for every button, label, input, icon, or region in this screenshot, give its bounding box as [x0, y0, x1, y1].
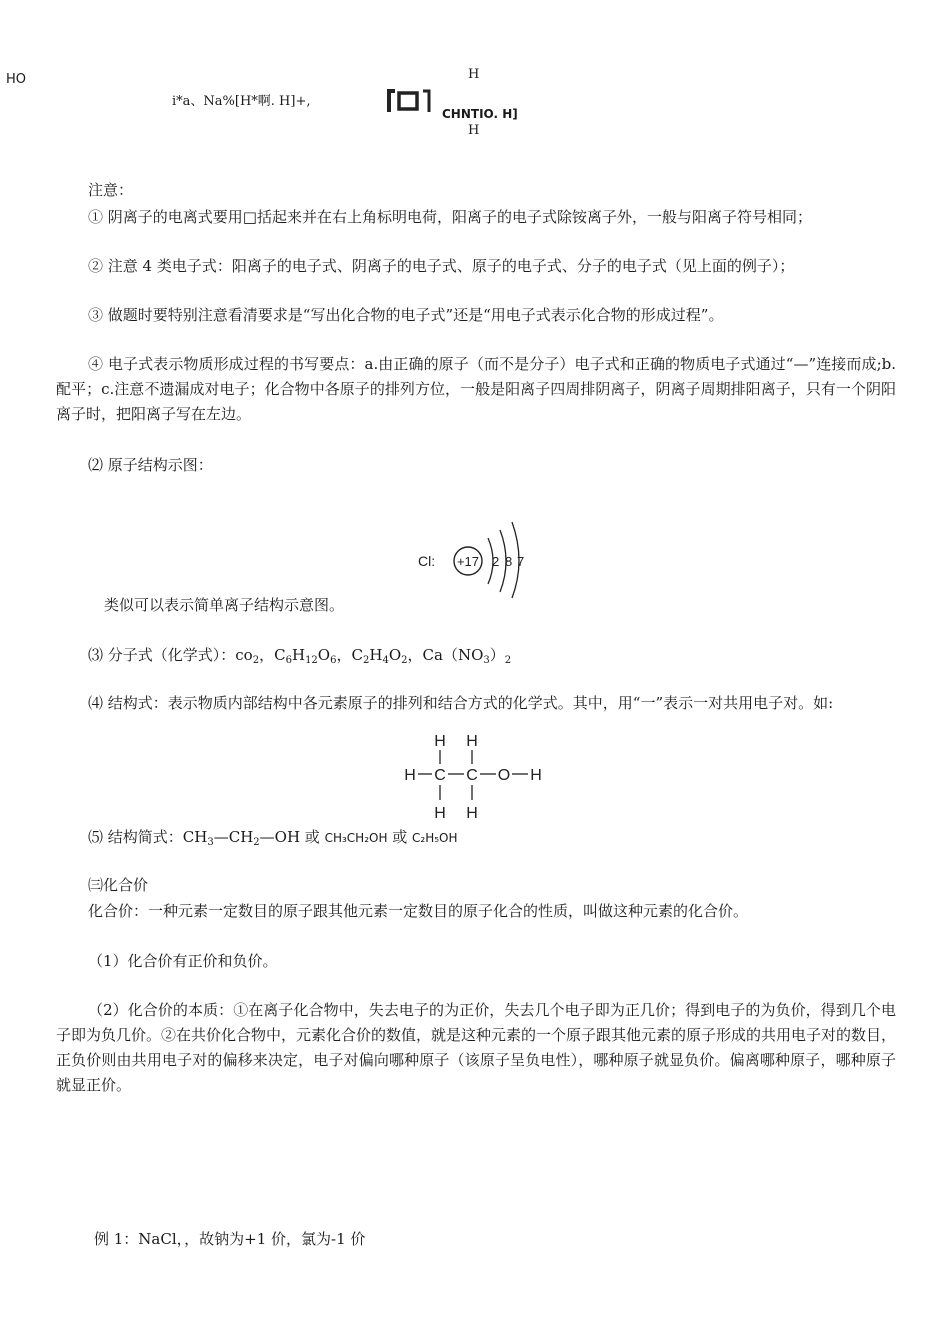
- el: O: [388, 646, 402, 664]
- sep: ，: [336, 646, 352, 664]
- notes-heading: 注意：: [88, 181, 134, 199]
- atom-c: C: [466, 767, 478, 784]
- condensed-label: ⑸ 结构简式：: [88, 828, 183, 846]
- el: H: [369, 646, 383, 664]
- ion-structure-note: 类似可以表示简单离子结构示意图。: [104, 596, 345, 614]
- el: Ca（NO: [422, 646, 484, 664]
- el: —CH: [213, 828, 254, 846]
- ho-fragment: HO: [6, 72, 27, 87]
- element-symbol: Cl:: [418, 553, 436, 569]
- el: O: [317, 646, 331, 664]
- el: H: [291, 646, 306, 664]
- valence-point-1: （1）化合价有正价和负价。: [88, 952, 278, 970]
- nucleus-charge: +17: [456, 554, 480, 569]
- sub: 2: [253, 837, 260, 848]
- structural-formula-text: ⑷ 结构式：表示物质内部结构中各元素原子的排列和结合方式的化学式。其中，用“一”表示一对共用电子对。如:: [88, 694, 834, 712]
- valence-definition: 化合价：一种元素一定数目的原子跟其他元素一定数目的原子化合的性质，叫做这种元素的化合价。: [88, 902, 749, 920]
- sub: 2: [401, 655, 408, 666]
- shell-electrons-1: 2: [492, 554, 500, 569]
- cut-text-fragment: CHNTIO. H]: [442, 107, 518, 121]
- formula-glucose: [274, 646, 336, 664]
- sep: ，: [407, 646, 423, 664]
- el: C: [351, 646, 363, 664]
- formula-alt-1: CH₃CH₂OH: [324, 831, 388, 845]
- sub: 6: [285, 655, 292, 666]
- atom-o: O: [497, 767, 511, 784]
- atom-h: H: [404, 767, 416, 784]
- formula-acetic-acid: [352, 646, 408, 664]
- shell-electrons-2: 8: [505, 554, 513, 569]
- molecular-formula-line: [88, 644, 511, 666]
- sub: 2: [504, 655, 512, 666]
- h-bottom-label: H: [468, 123, 480, 138]
- sub: 12: [305, 655, 318, 666]
- atom-h: H: [466, 805, 478, 822]
- formula-co2: co: [235, 646, 253, 664]
- el: —OH 或: [259, 828, 325, 846]
- sub: 3: [207, 837, 214, 848]
- example-1: 例 1：NaCl，，故钠为+1 价，氯为-1 价: [94, 1230, 366, 1248]
- sub: 6: [330, 655, 337, 666]
- valence-point-2: （2）化合价的本质：①在离子化合物中，失去电子的为正价，失去几个电子即为正几价；得到电子的为负价，得到几个电子即为负几价。②在共价化合物中，元素化合价的数值，就是这种元素的一个原子跟其他元素的原子形成的共用电子对的数目，正负价则由共用电子对的偏移来决定，电子对偏向哪种原子（该原子呈负电性），哪种原子就显负价。偏离哪种原子，哪种原子就显正价。: [56, 1001, 897, 1094]
- ethanol-structure-diagram: [400, 726, 550, 826]
- note-item-2: ② 注意 4 类电子式：阳离子的电子式、阴离子的电子式、原子的电子式、分子的电子式（见上面的例子）；: [88, 257, 795, 275]
- atom-c: C: [434, 767, 446, 784]
- el: CH: [182, 828, 208, 846]
- atom-h: H: [434, 733, 446, 750]
- note-item-1: ① 阴离子的电离式要用□括起来并在右上角标明电荷，阳离子的电子式除铵离子外，一般与阳离子符号相同；: [88, 208, 812, 226]
- formula-alt-2: C₂H₅OH: [412, 831, 458, 845]
- molecular-formula-label: ⑶ 分子式（化学式）：: [88, 646, 236, 664]
- sub: 4: [382, 655, 389, 666]
- atomic-structure-heading: ⑵ 原子结构示图：: [88, 456, 213, 474]
- atom-h: H: [466, 733, 478, 750]
- valence-heading: ㈢化合价: [88, 876, 149, 894]
- atom-h: H: [434, 805, 446, 822]
- el: 或: [387, 828, 413, 846]
- bracket-icon: [383, 88, 435, 112]
- note-item-4: ④ 电子式表示物质形成过程的书写要点：a.由正确的原子（而不是分子）电子式和正确的物质电子式通过“—”连接而成;b.配平；c.注意不遗漏成对电子；化合物中各原子的排列方位，一般是阳离子四周排阴离子，阴离子周期排阳离子，只有一个阴阳离子时，把阳离子写在左边。: [56, 355, 896, 423]
- sub: 2: [362, 655, 370, 666]
- electron-formula-fragment: i*a、Na%[H*啊. H]+,: [172, 94, 311, 109]
- note-item-3: ③ 做题时要特别注意看清要求是“写出化合物的电子式”还是“用电子式表示化合物的形成过程”。: [88, 306, 724, 324]
- sub: 3: [483, 655, 490, 666]
- atom-h: H: [530, 767, 542, 784]
- sub: 2: [252, 655, 260, 666]
- el: C: [274, 646, 286, 664]
- formula-calcium-nitrate: [423, 646, 512, 664]
- condensed-formula-line: [88, 826, 458, 848]
- shell-electrons-3: 7: [517, 554, 525, 569]
- h-top-label: H: [468, 67, 480, 82]
- atomic-structure-diagram: [418, 518, 538, 602]
- sep: ，: [259, 646, 275, 664]
- el: ）: [489, 646, 505, 664]
